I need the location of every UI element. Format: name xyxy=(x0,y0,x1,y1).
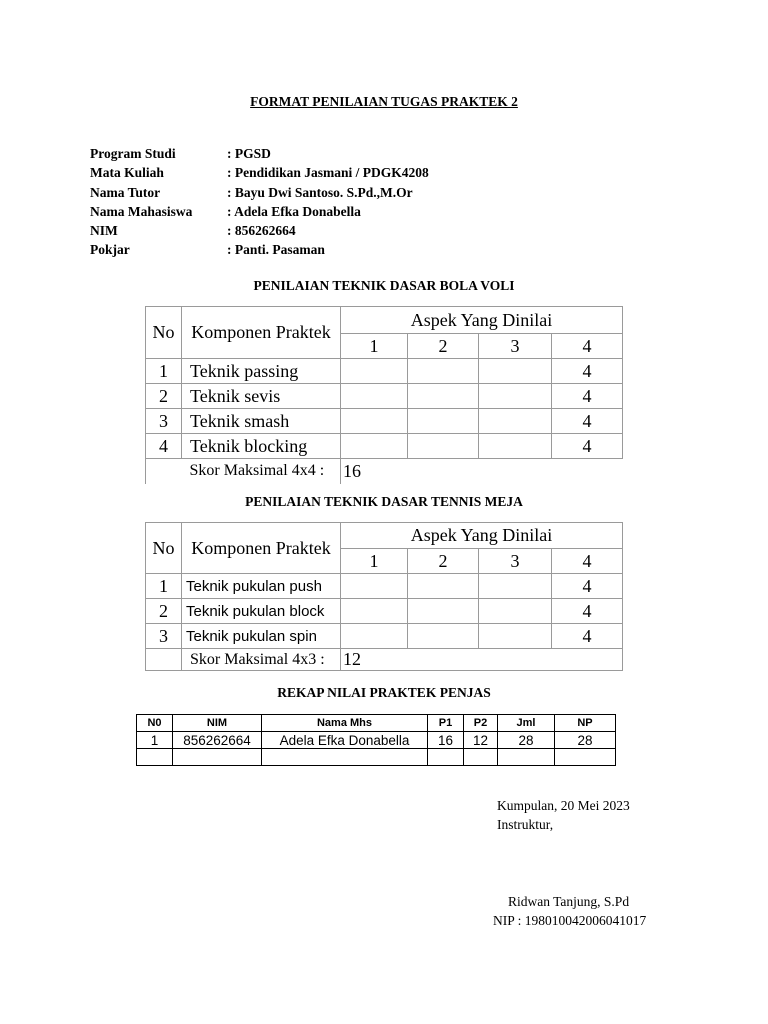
rekap-cell: 12 xyxy=(464,732,498,749)
tennis-col-no: No xyxy=(146,523,182,574)
row-a1 xyxy=(341,599,408,624)
rekap-cell: Adela Efka Donabella xyxy=(262,732,428,749)
tennis-row xyxy=(146,599,623,624)
row-a4: 4 xyxy=(552,384,623,409)
rekap-header-row xyxy=(137,715,616,732)
rekap-table xyxy=(136,714,616,766)
info-label: Nama Mahasiswa xyxy=(90,203,193,219)
row-komponen: Teknik passing xyxy=(182,359,341,384)
info-row-pokjar xyxy=(90,240,429,259)
rekap-cell xyxy=(173,749,262,766)
row-komponen: Teknik smash xyxy=(182,409,341,434)
row-a2 xyxy=(408,409,479,434)
row-komponen: Teknik blocking xyxy=(182,434,341,459)
voli-row xyxy=(146,434,623,459)
info-value: : Adela Efka Donabella xyxy=(227,203,361,219)
student-info xyxy=(90,144,429,260)
rekap-col-np: NP xyxy=(555,715,616,732)
row-a3 xyxy=(479,434,552,459)
row-a1 xyxy=(341,434,408,459)
rekap-cell xyxy=(137,749,173,766)
row-a3 xyxy=(479,384,552,409)
rekap-col-jml: Jml xyxy=(498,715,555,732)
tennis-heading: PENILAIAN TEKNIK DASAR TENNIS MEJA xyxy=(245,494,523,509)
info-value: : PGSD xyxy=(227,146,271,161)
rekap-cell: 28 xyxy=(498,732,555,749)
info-value: : Bayu Dwi Santoso. S.Pd.,M.Or xyxy=(227,184,413,200)
row-a2 xyxy=(408,434,479,459)
row-a1 xyxy=(341,384,408,409)
info-value: : 856262664 xyxy=(227,223,296,239)
tennis-row xyxy=(146,624,623,649)
row-no: 2 xyxy=(146,599,182,624)
row-a2 xyxy=(408,384,479,409)
row-a4: 4 xyxy=(552,574,623,599)
rekap-cell xyxy=(498,749,555,766)
row-a4: 4 xyxy=(552,599,623,624)
info-row-mata-kuliah xyxy=(90,163,429,182)
rekap-cell xyxy=(464,749,498,766)
row-a3 xyxy=(479,359,552,384)
tennis-skor-row xyxy=(146,649,623,671)
row-komponen: Teknik pukulan spin xyxy=(182,624,341,649)
tennis-aspek-1: 1 xyxy=(341,549,408,574)
voli-col-aspek: Aspek Yang Dinilai xyxy=(341,307,623,334)
info-value: : Pendidikan Jasmani / PDGK4208 xyxy=(227,165,429,181)
row-a4: 4 xyxy=(552,434,623,459)
rekap-row xyxy=(137,749,616,766)
tennis-row xyxy=(146,574,623,599)
row-a1 xyxy=(341,624,408,649)
info-label: Pokjar xyxy=(90,242,130,258)
rekap-cell: 1 xyxy=(137,732,173,749)
signature-nip: NIP : 198010042006041017 xyxy=(493,913,647,928)
rekap-col-nim: NIM xyxy=(173,715,262,732)
tennis-col-komponen: Komponen Praktek xyxy=(182,523,341,574)
voli-aspek-2: 2 xyxy=(408,334,479,359)
row-a3 xyxy=(479,599,552,624)
voli-skor-row xyxy=(146,459,623,484)
tennis-aspek-2: 2 xyxy=(408,549,479,574)
rekap-cell xyxy=(428,749,464,766)
voli-row xyxy=(146,359,623,384)
tennis-skor-label: Skor Maksimal 4x3 : xyxy=(182,649,341,671)
signature-role: Instruktur, xyxy=(497,817,554,832)
voli-row xyxy=(146,409,623,434)
info-row-nim xyxy=(90,221,429,240)
row-a2 xyxy=(408,574,479,599)
rekap-cell: 16 xyxy=(428,732,464,749)
row-a3 xyxy=(479,624,552,649)
rekap-cell: 28 xyxy=(555,732,616,749)
voli-aspek-4: 4 xyxy=(552,334,623,359)
info-value: : Panti. Pasaman xyxy=(227,242,325,258)
row-komponen: Teknik pukulan push xyxy=(182,574,341,599)
tennis-aspek-3: 3 xyxy=(479,549,552,574)
row-no: 3 xyxy=(146,409,182,434)
row-a3 xyxy=(479,574,552,599)
row-komponen: Teknik sevis xyxy=(182,384,341,409)
document-title: FORMAT PENILAIAN TUGAS PRAKTEK 2 xyxy=(250,94,518,109)
voli-col-no: No xyxy=(146,307,182,359)
rekap-col-nama: Nama Mhs xyxy=(262,715,428,732)
row-no: 1 xyxy=(146,574,182,599)
tennis-aspek-4: 4 xyxy=(552,549,623,574)
tennis-col-aspek: Aspek Yang Dinilai xyxy=(341,523,623,549)
rekap-heading: REKAP NILAI PRAKTEK PENJAS xyxy=(277,685,491,700)
row-a3 xyxy=(479,409,552,434)
voli-aspek-3: 3 xyxy=(479,334,552,359)
signature-place-date: Kumpulan, 20 Mei 2023 xyxy=(497,798,630,813)
row-komponen: Teknik pukulan block xyxy=(182,599,341,624)
rekap-col-no: N0 xyxy=(137,715,173,732)
tennis-skor-value: 12 xyxy=(341,649,408,671)
voli-skor-value: 16 xyxy=(341,459,408,484)
voli-skor-label: Skor Maksimal 4x4 : xyxy=(189,462,325,480)
row-a2 xyxy=(408,359,479,384)
signature-name: Ridwan Tanjung, S.Pd xyxy=(508,894,630,909)
rekap-cell xyxy=(555,749,616,766)
rekap-row xyxy=(137,732,616,749)
voli-row xyxy=(146,384,623,409)
row-a4: 4 xyxy=(552,359,623,384)
voli-heading: PENILAIAN TEKNIK DASAR BOLA VOLI xyxy=(253,278,515,293)
voli-aspek-1: 1 xyxy=(341,334,408,359)
row-a4: 4 xyxy=(552,624,623,649)
rekap-col-p1: P1 xyxy=(428,715,464,732)
rekap-cell xyxy=(262,749,428,766)
row-a4: 4 xyxy=(552,409,623,434)
info-label: NIM xyxy=(90,223,118,239)
voli-col-komponen: Komponen Praktek xyxy=(182,307,341,359)
info-row-nama-mahasiswa xyxy=(90,202,429,221)
row-no: 4 xyxy=(146,434,182,459)
row-a2 xyxy=(408,624,479,649)
info-label: Program Studi xyxy=(90,146,176,161)
info-row-program-studi xyxy=(90,144,429,163)
row-no: 1 xyxy=(146,359,182,384)
row-a1 xyxy=(341,409,408,434)
rekap-col-p2: P2 xyxy=(464,715,498,732)
tennis-table xyxy=(145,522,623,671)
row-no: 3 xyxy=(146,624,182,649)
row-a2 xyxy=(408,599,479,624)
info-label: Nama Tutor xyxy=(90,184,161,200)
voli-table xyxy=(145,306,623,484)
row-a1 xyxy=(341,359,408,384)
rekap-cell: 856262664 xyxy=(173,732,262,749)
row-no: 2 xyxy=(146,384,182,409)
row-a1 xyxy=(341,574,408,599)
info-label: Mata Kuliah xyxy=(90,165,164,181)
info-row-nama-tutor xyxy=(90,183,429,202)
